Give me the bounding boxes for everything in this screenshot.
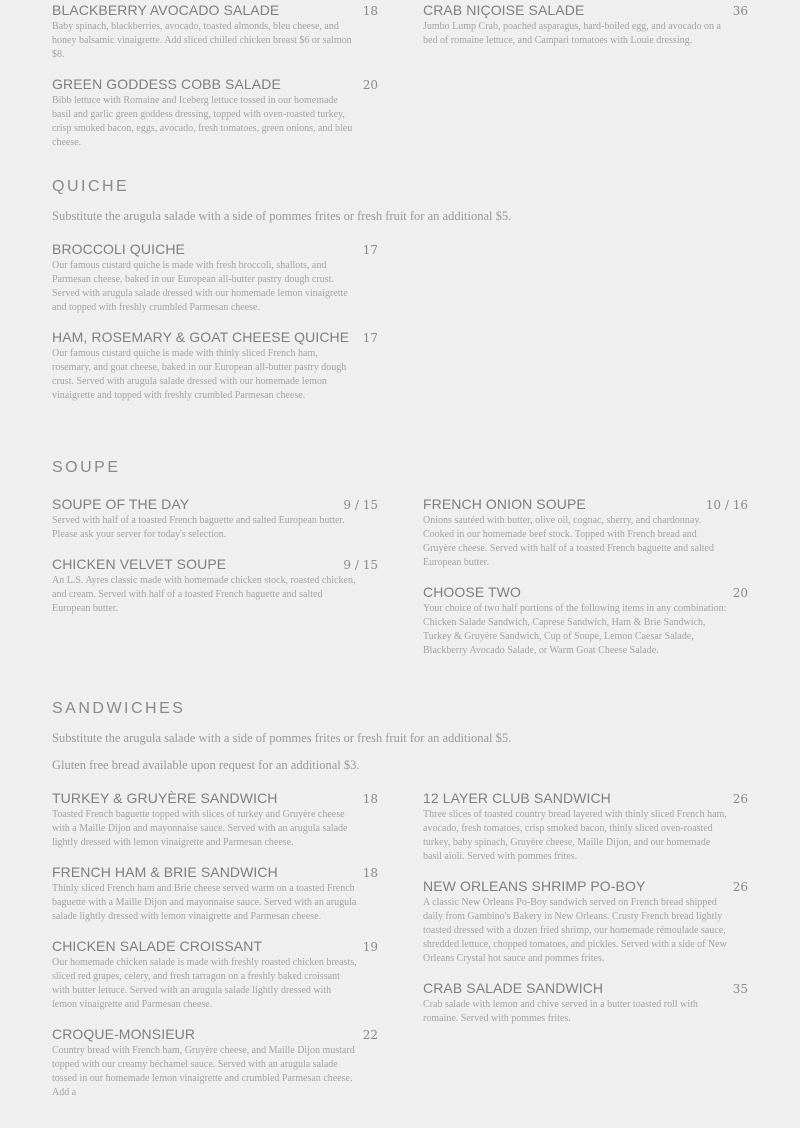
item-price: 20 — [362, 78, 378, 92]
item-description: Crab salade with lemon and chive served in a butter toasted roll with romaine. Served with pommes frites. — [423, 999, 698, 1024]
item-description: Three slices of toasted country bread layered with thinly sliced French ham, avocado, fresh tomatoes, crisp smoked bacon, thinly sliced oven-roasted turkey, baby spinach, Gruyère cheese, Maille Dijon, and our homemade basil aïoli. Served with pommes frites. — [423, 809, 727, 862]
item-price: 26 — [732, 880, 748, 894]
item-name: HAM, ROSEMARY & GOAT CHEESE QUICHE — [52, 329, 350, 345]
menu-item — [52, 1026, 378, 1100]
menu-item — [423, 790, 748, 864]
sandwiches-right-column — [423, 790, 748, 1040]
section-note: Gluten free bread available upon request for an additional $3. — [52, 758, 360, 772]
item-description: A classic New Orleans Po-Boy sandwich served on French bread shipped daily from Gambino's Bakery in New Orleans. Crusty French bread lightly toasted dressed with a dozen fried shrimp, our homemade rémoulade sauce, shredded lettuce, chopped tomatoes, and pickles. Served with a side of New Orleans Crystal hot sauce and pommes frites. — [423, 897, 727, 964]
item-description: Jumbo Lump Crab, poached asparagus, hard-boiled egg, and avocado on a bed of romaine lettuce, and Campari tomatoes with Louie dressing. — [423, 21, 721, 46]
section-note: Substitute the arugula salade with a side of pommes frites or fresh fruit for an additional $5. — [52, 731, 512, 745]
item-description: Served with half of a toasted French baguette and salted European butter. Please ask your server for today's selection. — [52, 515, 345, 540]
section-title-soupe: SOUPE — [52, 459, 121, 476]
item-price: 9 / 15 — [343, 498, 378, 512]
item-price: 17 — [362, 243, 378, 257]
item-price: 35 — [732, 982, 748, 996]
item-name: GREEN GODDESS COBB SALADE — [52, 76, 281, 92]
item-name: FRENCH HAM & BRIE SANDWICH — [52, 864, 278, 880]
salade-right-column — [423, 2, 748, 62]
item-description: Our famous custard quiche is made with fresh broccoli, shallots, and Parmesan cheese, baked in our European all-butter pastry dough crust. Served with arugula salade dressed with our homemade lemon vinaigrette and topped with freshly crumbled Parmesan cheese. — [52, 260, 348, 313]
item-name: CHOOSE TWO — [423, 584, 521, 600]
item-price: 26 — [732, 792, 748, 806]
item-price: 22 — [362, 1028, 378, 1042]
item-price: 36 — [732, 4, 748, 18]
item-description: Our famous custard quiche is made with thinly sliced French ham, rosemary, and goat cheese, baked in our European all-butter pastry dough crust. Served with arugula salade dressed with our homemade lemon vinaigrette and topped with freshly crumbled Parmesan cheese. — [52, 348, 347, 401]
item-name: NEW ORLEANS SHRIMP PO-BOY — [423, 878, 646, 894]
section-title-sandwiches: SANDWICHES — [52, 700, 186, 717]
menu-item — [52, 790, 378, 850]
item-name: FRENCH ONION SOUPE — [423, 496, 586, 512]
item-name: BLACKBERRY AVOCADO SALADE — [52, 2, 280, 18]
item-description: Onions sautéed with butter, olive oil, cognac, sherry, and chardonnay. Cooked in our homemade beef stock. Topped with French bread and Gruyère cheese. Served with half of a toasted French baguette and salted European butter. — [423, 515, 714, 568]
item-name: CROQUE-MONSIEUR — [52, 1026, 196, 1042]
item-price: 19 — [362, 940, 378, 954]
item-name: BROCCOLI QUICHE — [52, 241, 185, 257]
item-description: Country bread with French ham, Gruyère cheese, and Maille Dijon mustard topped with our creamy béchamel sauce. Served with an arugula salade tossed in our homemade lemon vinaigrette and crumbled Parmesan cheese. Add a — [52, 1045, 355, 1098]
menu-item — [52, 556, 378, 616]
menu-item — [423, 878, 748, 966]
section-title-quiche: QUICHE — [52, 178, 130, 195]
item-name: 12 LAYER CLUB SANDWICH — [423, 790, 611, 806]
item-description: Baby spinach, blackberries, avocado, toasted almonds, bleu cheese, and honey balsamic vinaigrette. Add sliced chilled chicken breast $6 or salmon $8. — [52, 21, 352, 60]
item-description: Bibb lettuce with Romaine and Iceberg lettuce tossed in our homemade basil and garlic green goddess dressing, topped with oven-roasted turkey, crisp smoked bacon, eggs, avocado, fresh tomatoes, green onions, and bleu cheese. — [52, 95, 353, 148]
soupe-left-column — [52, 496, 378, 630]
item-description: Toasted French baguette topped with slices of turkey and Gruyère cheese with a Maille Dijon and mayonnaise sauce. Served with an arugula salade lightly dressed with lemon vinaigrette and Parmesan cheese. — [52, 809, 348, 848]
sandwiches-left-column — [52, 790, 378, 1114]
item-name: CHICKEN SALADE CROISSANT — [52, 938, 263, 954]
item-price: 20 — [732, 586, 748, 600]
item-price: 18 — [362, 866, 378, 880]
item-name: CRAB SALADE SANDWICH — [423, 980, 604, 996]
item-price: 18 — [362, 792, 378, 806]
item-description: Our homemade chicken salade is made with freshly roasted chicken breasts, sliced red grapes, celery, and fresh tarragon on a freshly baked croissant with butter lettuce. Served with an arugula salade lightly dressed with lemon vinaigrette and Parmesan cheese. — [52, 957, 357, 1010]
menu-item — [52, 76, 378, 150]
menu-item — [423, 2, 748, 48]
menu-item — [52, 2, 378, 62]
quiche-left-column — [52, 241, 378, 417]
menu-item — [52, 329, 378, 403]
item-price: 18 — [362, 4, 378, 18]
salade-left-column — [52, 2, 378, 164]
section-note: Substitute the arugula salade with a side of pommes frites or fresh fruit for an additional $5. — [52, 209, 512, 223]
item-price: 9 / 15 — [343, 558, 378, 572]
soupe-right-column — [423, 496, 748, 672]
item-name: CRAB NIÇOISE SALADE — [423, 2, 585, 18]
menu-item — [423, 496, 748, 570]
item-description: Thinly sliced French ham and Brie cheese served warm on a toasted French baguette with a Maille Dijon and mayonnaise sauce. Served with an arugula salade lightly dressed with lemon vinaigrette and Parmesan cheese. — [52, 883, 357, 922]
item-price: 17 — [362, 331, 378, 345]
item-name: TURKEY & GRUYÈRE SANDWICH — [52, 790, 278, 806]
item-name: SOUPE OF THE DAY — [52, 496, 190, 512]
item-name: CHICKEN VELVET SOUPE — [52, 556, 227, 572]
menu-item — [52, 864, 378, 924]
item-price: 10 / 16 — [705, 498, 748, 512]
item-description: Your choice of two half portions of the following items in any combination: Chicken Salade Sandwich, Caprese Sandwich, Ham & Brie Sandwich, Turkey & Gruyère Sandwich, Cup of Soupe, Lemon Caesar Salade, Blackberry Avocado Salade, or Warm Goat Cheese Salade. — [423, 603, 727, 656]
menu-item — [52, 496, 378, 542]
item-description: An L.S. Ayres classic made with homemade chicken stock, roasted chicken, and cream. Served with half of a toasted French baguette and salted European butter. — [52, 575, 356, 614]
menu-item — [423, 584, 748, 658]
menu-item — [52, 938, 378, 1012]
menu-item — [52, 241, 378, 315]
menu-item — [423, 980, 748, 1026]
